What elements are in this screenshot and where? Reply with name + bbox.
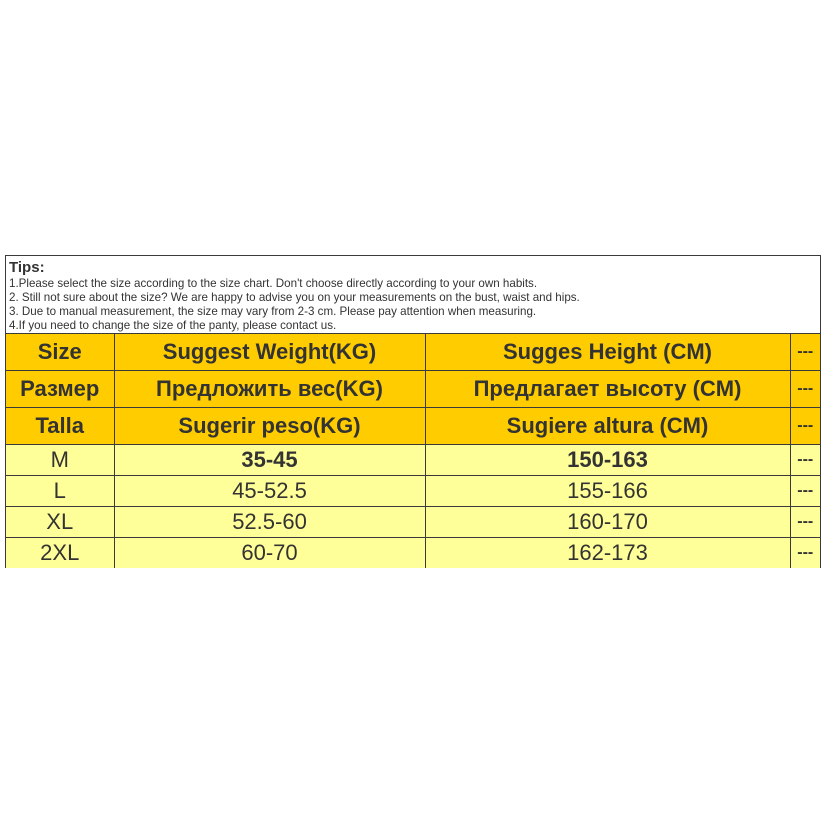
table-row [6, 476, 820, 507]
tips-title: Tips: [9, 259, 45, 276]
extra-cell: --- [790, 476, 820, 507]
header-size-ru: Размер [6, 371, 114, 408]
header-height-ru: Предлагает высоту (CM) [425, 371, 790, 408]
size-cell: M [6, 445, 114, 476]
height-cell: 160-170 [425, 507, 790, 538]
tips-section [6, 256, 820, 334]
height-cell: 162-173 [425, 538, 790, 569]
header-extra: --- [790, 334, 820, 371]
weight-cell: 52.5-60 [114, 507, 425, 538]
size-table [6, 334, 820, 568]
height-cell: 150-163 [425, 445, 790, 476]
table-row [6, 507, 820, 538]
height-cell: 155-166 [425, 476, 790, 507]
header-size-es: Talla [6, 408, 114, 445]
tip-line-3: 3. Due to manual measurement, the size may vary from 2-3 cm. Please pay attention when measuring. [9, 305, 537, 318]
header-extra-es: --- [790, 408, 820, 445]
header-weight-ru: Предложить вес(KG) [114, 371, 425, 408]
header-height: Sugges Height (CM) [425, 334, 790, 371]
header-extra-ru: --- [790, 371, 820, 408]
header-row-spanish [6, 408, 820, 445]
weight-cell: 45-52.5 [114, 476, 425, 507]
size-cell: 2XL [6, 538, 114, 569]
header-height-es: Sugiere altura (CM) [425, 408, 790, 445]
header-size: Size [6, 334, 114, 371]
tip-line-4: 4.If you need to change the size of the panty, please contact us. [9, 319, 337, 332]
weight-cell: 35-45 [114, 445, 425, 476]
header-row-russian [6, 371, 820, 408]
size-chart [5, 255, 821, 568]
size-cell: XL [6, 507, 114, 538]
tip-line-2: 2. Still not sure about the size? We are happy to advise you on your measurements on the bust, waist and hips. [9, 291, 580, 304]
tip-line-1: 1.Please select the size according to the size chart. Don't choose directly according to your own habits. [9, 277, 538, 290]
table-row [6, 445, 820, 476]
size-cell: L [6, 476, 114, 507]
table-row [6, 538, 820, 569]
header-weight: Suggest Weight(KG) [114, 334, 425, 371]
weight-cell: 60-70 [114, 538, 425, 569]
header-row-english [6, 334, 820, 371]
extra-cell: --- [790, 445, 820, 476]
extra-cell: --- [790, 538, 820, 569]
header-weight-es: Sugerir peso(KG) [114, 408, 425, 445]
extra-cell: --- [790, 507, 820, 538]
